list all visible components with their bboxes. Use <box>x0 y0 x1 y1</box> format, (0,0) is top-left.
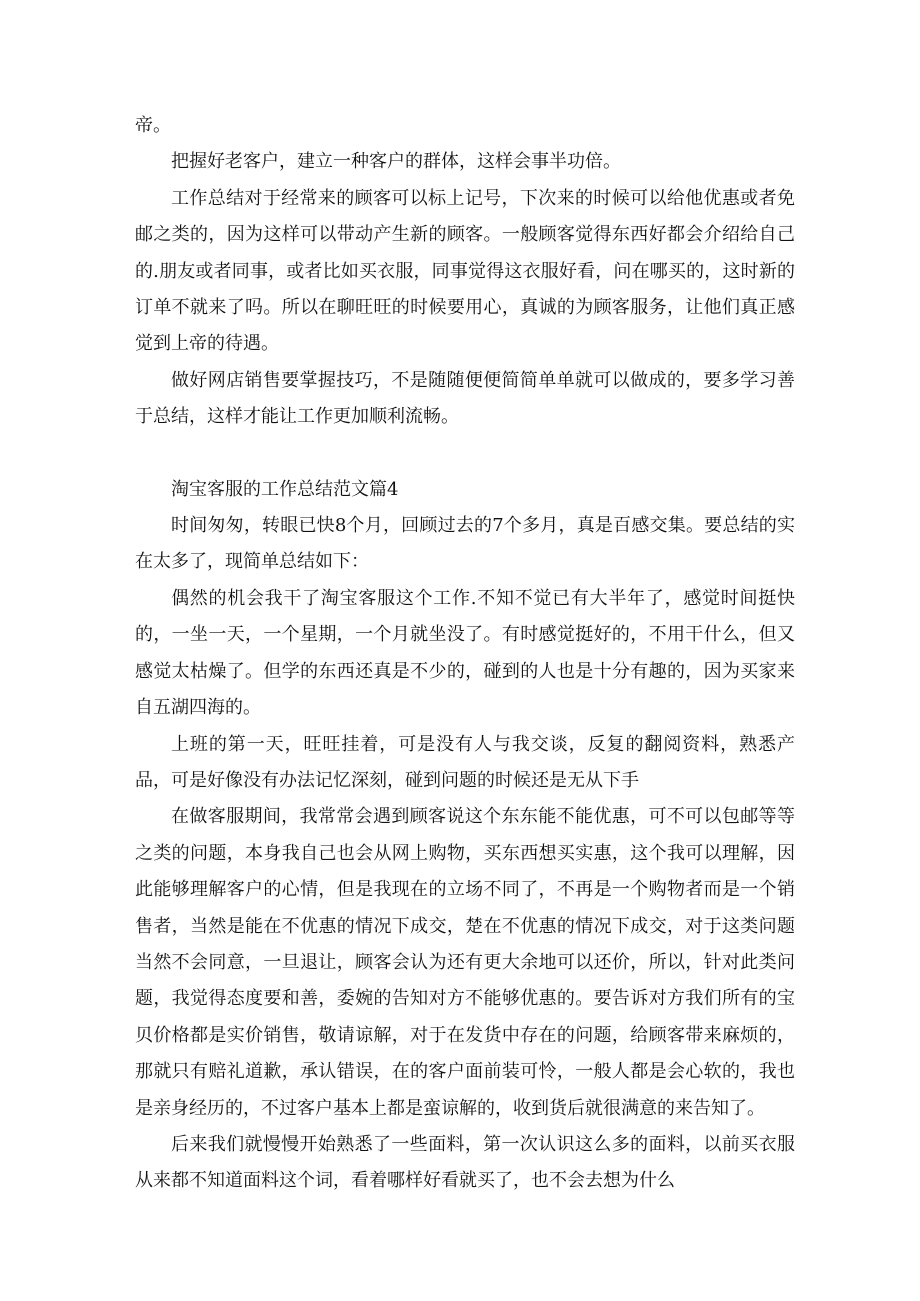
paragraph: 后来我们就慢慢开始熟悉了一些面料，第一次认识这么多的面料，以前买衣服从来都不知道面料这个词，看着哪样好看就买了，也不会去想为什么 <box>135 1133 795 1192</box>
paragraph-continuation: 帝。 <box>135 115 171 136</box>
paragraph: 偶然的机会我干了淘宝客服这个工作.不知不觉已有大半年了，感觉时间挺快的，一坐一天，一个星期，一个月就坐没了。有时感觉挺好的，不用干什么，但又感觉太枯燥了。但学的东西还真是不少的，碰到的人也是十分有趣的，因为买家来自五湖四海的。 <box>135 587 795 719</box>
paragraph: 把握好老客户，建立一种客户的群体，这样会事半功倍。 <box>171 151 621 173</box>
paragraph: 上班的第一天，旺旺挂着，可是没有人与我交谈，反复的翻阅资料，熟悉产品，可是好像没有办法记忆深刻，碰到问题的时候还是无从下手 <box>135 733 795 791</box>
paragraph: 做好网店销售要掌握技巧，不是随随便便简简单单就可以做成的，要多学习善于总结，这样才能让工作更加顺利流畅。 <box>135 369 795 428</box>
paragraph: 工作总结对于经常来的顾客可以标上记号，下次来的时候可以给他优惠或者免邮之类的，因为这样可以带动产生新的顾客。一般顾客觉得东西好都会介绍给自己的.朋友或者同事，或者比如买衣服，同事觉得这衣服好看，问在哪买的，这时新的订单不就来了吗。所以在聊旺旺的时候要用心，真诚的为顾客服务，让他们真正感觉到上帝的待遇。 <box>135 187 795 355</box>
paragraph: 时间匆匆，转眼已快8个月，回顾过去的7个多月，真是百感交集。要总结的实在太多了，现简单总结如下： <box>135 515 795 573</box>
paragraph: 在做客服期间，我常常会遇到顾客说这个东东能不能优惠，可不可以包邮等等之类的问题，本身我自己也会从网上购物，买东西想买实惠，这个我可以理解，因此能够理解客户的心情，但是我现在的立场不同了，不再是一个购物者而是一个销售者，当然是能在不优惠的情况下成交，楚在不优惠的情况下成交，对于这类问题当然不会同意，一旦退让，顾客会认为还有更大余地可以还价，所以，针对此类问题，我觉得态度要和善，委婉的告知对方不能够优惠的。要告诉对方我们所有的宝贝价格都是实价销售，敬请谅解，对于在发货中存在的问题，给顾客带来麻烦的，那就只有赔礼道歉，承认错误，在的客户面前装可怜，一般人都是会心软的，我也是亲身经历的，不过客户基本上都是蛮谅解的，收到货后就很满意的来告知了。 <box>135 806 795 1119</box>
document-page <box>135 108 795 1200</box>
section-title: 淘宝客服的工作总结范文篇4 <box>171 478 399 500</box>
section-spacer <box>135 436 795 472</box>
